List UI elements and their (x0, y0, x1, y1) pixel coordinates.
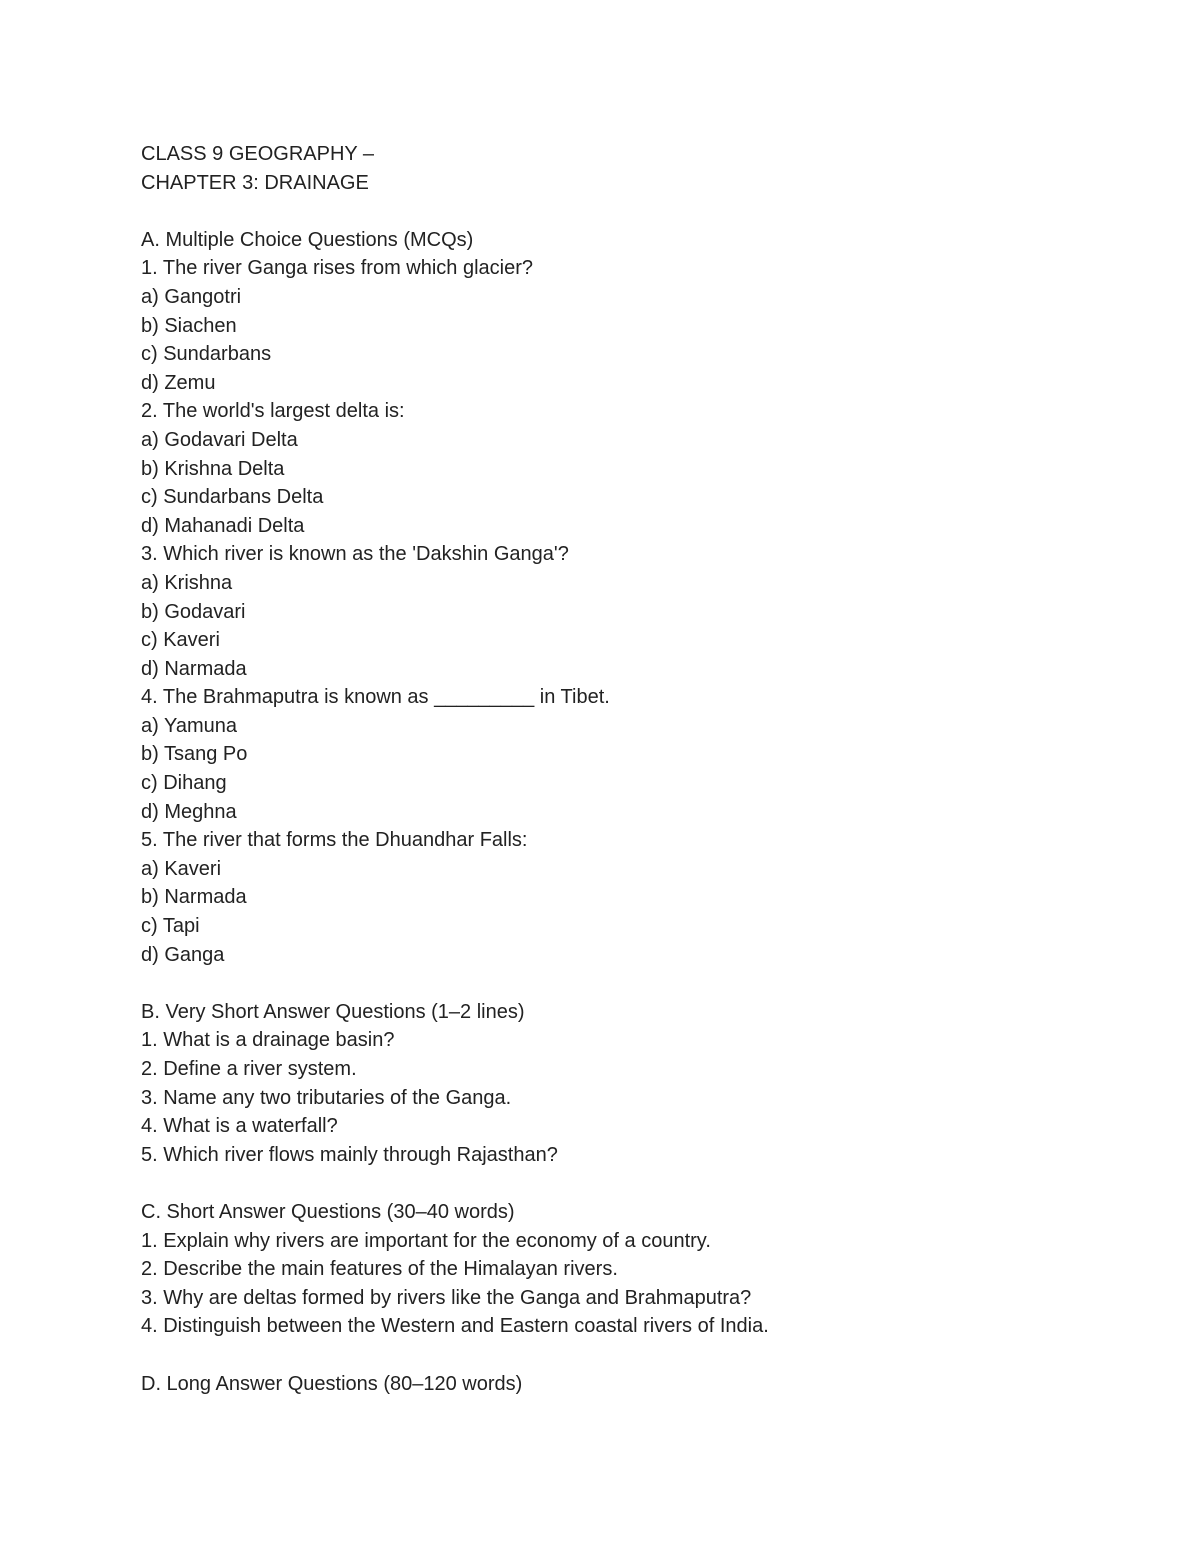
spacer (141, 197, 1141, 226)
mcq-option: d) Narmada (141, 657, 247, 680)
document-title-line-2: CHAPTER 3: DRAINAGE (141, 171, 369, 194)
document-page (141, 140, 1141, 1398)
mcq-option: c) Tapi (141, 915, 200, 938)
document-title-line-1: CLASS 9 GEOGRAPHY – (141, 143, 375, 165)
mcq-question: 2. The world's largest delta is: (141, 400, 405, 423)
section-c-heading: C. Short Answer Questions (30–40 words) (141, 1200, 515, 1223)
short-answer-question: 3. Why are deltas formed by rivers like the Ganga and Brahmaputra? (141, 1286, 752, 1309)
mcq-option: c) Kaveri (141, 629, 220, 652)
mcq-option: c) Sundarbans (141, 343, 272, 366)
short-question: 3. Name any two tributaries of the Ganga. (141, 1086, 512, 1109)
section-a-heading: A. Multiple Choice Questions (MCQs) (141, 228, 474, 251)
mcq-option: a) Kaveri (141, 857, 222, 880)
mcq-option: a) Yamuna (141, 714, 237, 737)
short-question: 2. Define a river system. (141, 1058, 357, 1080)
mcq-option: b) Siachen (141, 314, 237, 337)
mcq-question: 4. The Brahmaputra is known as _________ in Tibet. (141, 686, 610, 709)
short-answer-question: 4. Distinguish between the Western and Eastern coastal rivers of India. (141, 1315, 769, 1338)
mcq-question: 5. The river that forms the Dhuandhar Falls: (141, 829, 528, 852)
short-answer-question: 2. Describe the main features of the Himalayan rivers. (141, 1258, 618, 1281)
spacer (141, 1341, 1141, 1370)
mcq-option: a) Godavari Delta (141, 428, 298, 451)
mcq-option: b) Krishna Delta (141, 457, 285, 480)
mcq-option: c) Sundarbans Delta (141, 486, 324, 509)
mcq-option: b) Tsang Po (141, 743, 248, 766)
mcq-option: d) Ganga (141, 943, 225, 966)
spacer (141, 1169, 1141, 1198)
short-question: 1. What is a drainage basin? (141, 1029, 395, 1052)
mcq-option: b) Narmada (141, 886, 247, 909)
mcq-question: 3. Which river is known as the 'Dakshin Ganga'? (141, 543, 569, 566)
mcq-option: a) Krishna (141, 571, 233, 594)
short-answer-question: 1. Explain why rivers are important for the economy of a country. (141, 1229, 711, 1252)
mcq-option: c) Dihang (141, 772, 227, 795)
mcq-question: 1. The river Ganga rises from which glacier? (141, 257, 534, 280)
short-question: 5. Which river flows mainly through Rajasthan? (141, 1143, 558, 1166)
mcq-option: d) Meghna (141, 800, 237, 823)
section-b-heading: B. Very Short Answer Questions (1–2 lines) (141, 1000, 525, 1023)
mcq-option: d) Zemu (141, 371, 216, 394)
mcq-option: b) Godavari (141, 600, 246, 623)
mcq-option: d) Mahanadi Delta (141, 514, 305, 537)
spacer (141, 969, 1141, 998)
section-d-heading: D. Long Answer Questions (80–120 words) (141, 1372, 523, 1395)
mcq-option: a) Gangotri (141, 285, 242, 308)
short-question: 4. What is a waterfall? (141, 1115, 338, 1138)
